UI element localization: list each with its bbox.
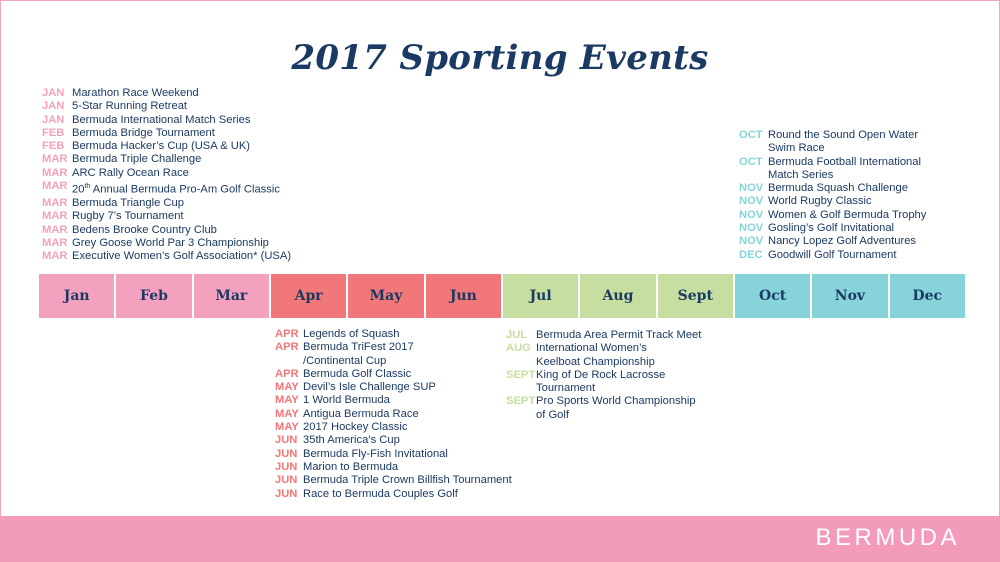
event-item (275, 421, 512, 434)
event-month: MAR (42, 223, 68, 236)
event-name-continued: /Continental Cup (303, 354, 387, 367)
event-name (303, 408, 419, 421)
event-item (739, 156, 926, 183)
month-cell-mar: Mar (194, 274, 271, 318)
event-month: NOV (739, 235, 764, 248)
event-month: NOV (739, 195, 764, 208)
event-item (506, 369, 701, 396)
event-item (275, 448, 512, 461)
event-item (275, 394, 512, 407)
footer-bar (0, 516, 1000, 562)
event-item (42, 87, 291, 100)
event-month: MAR (42, 250, 68, 263)
event-month: JUN (275, 487, 298, 500)
event-name (72, 114, 250, 127)
event-month: AUG (506, 342, 531, 355)
event-name (768, 195, 872, 208)
event-item (275, 461, 512, 474)
event-name (303, 394, 390, 407)
event-month: MAY (275, 421, 299, 434)
event-name-text: Bermuda Bridge Tournament (72, 126, 215, 139)
event-item (275, 408, 512, 421)
event-month: OCT (739, 129, 763, 141)
event-name-text: Bermuda Triple Challenge (72, 153, 202, 166)
event-name (72, 210, 184, 223)
event-name-text: 35th America’s Cup (303, 434, 400, 447)
month-cell-jul: Jul (503, 274, 580, 318)
event-item (739, 249, 926, 262)
event-name (536, 369, 665, 396)
event-name-text: Rugby 7’s Tournament (72, 210, 184, 223)
event-month: MAY (275, 394, 299, 407)
event-month: MAR (42, 197, 68, 210)
event-item (506, 342, 701, 369)
event-name (536, 342, 655, 369)
event-item (42, 140, 291, 153)
event-name (72, 140, 250, 153)
event-name-text: Bermuda Triple Crown Billfish Tournament (303, 474, 512, 487)
event-name (72, 180, 280, 197)
event-name-continued: Swim Race (768, 142, 825, 155)
event-name-ordinal: th (84, 183, 91, 191)
event-name-text: Bermuda Fly-Fish Invitational (303, 447, 448, 460)
event-name (303, 448, 448, 461)
event-name (303, 434, 400, 447)
event-month: JUN (275, 434, 298, 447)
event-item (42, 197, 291, 210)
event-name-text: Bermuda Golf Classic (303, 367, 412, 380)
event-name (303, 368, 411, 381)
event-name-text: 5-Star Running Retreat (72, 100, 188, 113)
event-month: NOV (739, 182, 764, 195)
event-name-text: Women & Golf Bermuda Trophy (768, 208, 927, 221)
event-name-text: Grey Goose World Par 3 Championship (72, 237, 269, 249)
event-name (72, 250, 291, 263)
event-item (42, 100, 291, 113)
event-month: MAR (42, 180, 68, 193)
event-name (303, 474, 512, 487)
event-name-continued: Tournament (536, 382, 596, 395)
event-name-text: Race to Bermuda Couples Golf (303, 487, 458, 500)
event-name-text: Pro Sports World Championship (536, 395, 696, 408)
event-month: JAN (42, 87, 65, 99)
event-item (275, 381, 512, 394)
event-name-text: Bermuda Squash Challenge (768, 182, 908, 195)
event-item (42, 224, 291, 237)
event-month: NOV (739, 208, 764, 221)
event-name (768, 156, 921, 183)
event-item (42, 180, 291, 197)
event-item (42, 167, 291, 180)
event-name-text: Goodwill Golf Tournament (768, 248, 897, 261)
event-name-text: Marion to Bermuda (303, 460, 399, 473)
month-cell-apr: Apr (271, 274, 348, 318)
event-name (536, 395, 696, 422)
month-cell-jun: Jun (426, 274, 503, 318)
event-month: FEB (42, 126, 65, 139)
event-name-text: Bermuda Triangle Cup (72, 197, 184, 210)
event-month: JUN (275, 474, 298, 487)
event-item (739, 182, 926, 195)
event-item (275, 434, 512, 447)
events-list-q2 (275, 328, 512, 501)
event-name-text: ARC Rally Ocean Race (72, 166, 189, 179)
month-cell-feb: Feb (116, 274, 193, 318)
event-name-text: Annual Bermuda Pro-Am Golf Classic (90, 183, 280, 196)
event-name-text: Gosling’s Golf Invitational (768, 222, 895, 235)
event-name-text: Bermuda Area Permit Track Meet (536, 329, 702, 341)
event-month: OCT (739, 155, 763, 168)
month-timeline (39, 274, 965, 318)
event-name-text: Antigua Bermuda Race (303, 407, 419, 420)
event-month: JUN (275, 460, 298, 473)
event-item (739, 129, 926, 156)
event-name-text: Nancy Lopez Golf Adventures (768, 235, 917, 248)
event-month: APR (275, 341, 299, 354)
event-month: MAR (42, 166, 68, 179)
event-item (506, 395, 701, 422)
event-name-continued: of Golf (536, 408, 569, 421)
event-name (768, 209, 926, 222)
event-name-text: Bermuda Football International (768, 155, 921, 168)
event-item (42, 153, 291, 166)
event-item (275, 474, 512, 487)
event-item (739, 235, 926, 248)
event-name (72, 224, 217, 237)
event-name-text: 2017 Hockey Classic (303, 421, 408, 434)
event-item (739, 222, 926, 235)
event-item (42, 127, 291, 140)
event-item (739, 195, 926, 208)
event-name (303, 341, 414, 368)
event-month: NOV (739, 222, 764, 235)
event-item (506, 329, 701, 342)
event-name (72, 197, 184, 210)
event-name (768, 129, 918, 156)
month-cell-sept: Sept (658, 274, 735, 318)
event-name-text: King of De Rock Lacrosse (536, 368, 666, 381)
event-month: MAR (42, 237, 68, 249)
event-name (768, 182, 908, 195)
event-name-text: Bedens Brooke Country Club (72, 223, 217, 236)
event-name-text: World Rugby Classic (768, 195, 872, 208)
event-name (303, 461, 398, 474)
event-name (768, 249, 897, 262)
event-name (768, 222, 894, 235)
event-month: JAN (42, 113, 65, 126)
event-name-number: 20 (72, 183, 85, 196)
event-name (768, 235, 916, 248)
event-name (303, 328, 399, 341)
event-item (42, 210, 291, 223)
event-item (739, 209, 926, 222)
events-list-q4 (739, 129, 926, 262)
event-month: MAY (275, 381, 299, 394)
event-item (42, 114, 291, 127)
event-item (275, 488, 512, 501)
event-item (275, 368, 512, 381)
event-name-text: 1 World Bermuda (303, 394, 390, 407)
event-name-text: Bermuda TriFest 2017 (303, 341, 414, 354)
month-cell-nov: Nov (812, 274, 889, 318)
event-name-text: Legends of Squash (303, 328, 400, 340)
event-name-text: Devil’s Isle Challenge SUP (303, 381, 436, 394)
event-name-text: Bermuda International Match Series (72, 113, 251, 126)
event-name (303, 421, 407, 434)
event-name-continued: Keelboat Championship (536, 355, 655, 368)
event-name-text: Marathon Race Weekend (72, 87, 199, 99)
event-name-text: Executive Women’s Golf Association* (USA) (72, 250, 292, 263)
event-item (42, 250, 291, 263)
event-name (72, 167, 189, 180)
event-month: APR (275, 328, 299, 340)
event-name (72, 127, 215, 140)
event-month: MAR (42, 210, 68, 223)
event-month: MAR (42, 153, 68, 166)
event-item (275, 341, 512, 368)
event-name-text: Bermuda Hacker’s Cup (USA & UK) (72, 140, 251, 153)
event-name (72, 87, 199, 100)
month-cell-jan: Jan (39, 274, 116, 318)
events-list-q3 (506, 329, 701, 422)
event-item (275, 328, 512, 341)
event-name-text: Round the Sound Open Water (768, 129, 919, 141)
events-list-q1 (42, 87, 291, 264)
event-month: DEC (739, 248, 763, 261)
event-month: JAN (42, 100, 65, 113)
event-name (536, 329, 701, 342)
page-title: 2017 Sporting Events (291, 38, 709, 78)
event-month: JUL (506, 329, 528, 341)
month-cell-dec: Dec (890, 274, 965, 318)
event-name (303, 381, 436, 394)
event-month: FEB (42, 140, 65, 153)
event-item (42, 237, 291, 250)
event-month: JUN (275, 447, 298, 460)
event-month: SEPT (506, 368, 536, 381)
event-name-continued: Match Series (768, 168, 834, 181)
event-month: SEPT (506, 395, 536, 408)
event-name-text: International Women’s (536, 342, 647, 355)
event-month: MAY (275, 407, 299, 420)
event-name (72, 153, 201, 166)
event-month: APR (275, 367, 299, 380)
month-cell-oct: Oct (735, 274, 812, 318)
event-name (303, 488, 458, 501)
month-cell-may: May (348, 274, 425, 318)
event-name (72, 100, 187, 113)
bermuda-logo: BERMUDA (815, 524, 960, 551)
event-name (72, 237, 269, 250)
month-cell-aug: Aug (580, 274, 657, 318)
